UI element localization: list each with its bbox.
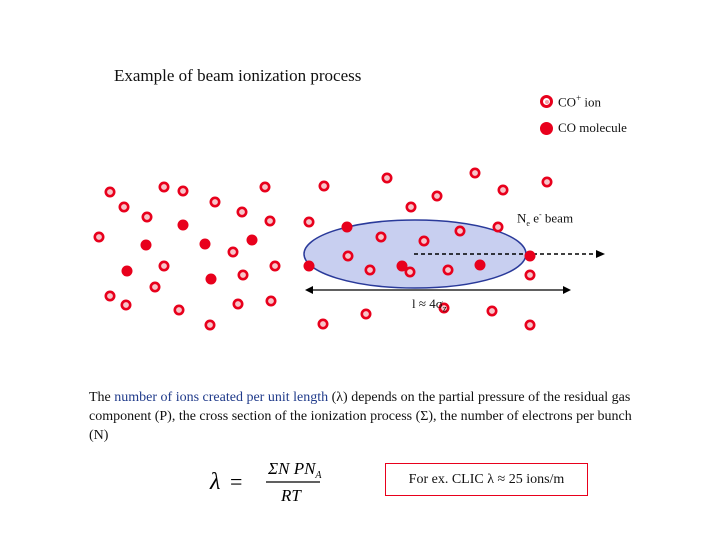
co-ion-particle — [383, 174, 391, 182]
co-molecule-particle — [141, 240, 152, 251]
co-ion-particle — [420, 237, 428, 245]
co-ion-particle — [471, 169, 479, 177]
co-ion-particle — [406, 268, 414, 276]
co-ion-particle — [526, 271, 534, 279]
co-ion-particle — [106, 292, 114, 300]
co-ion-particle — [543, 178, 551, 186]
co-ion-particle — [238, 208, 246, 216]
co-molecule-particle — [475, 260, 486, 271]
length-arrowhead-right — [563, 286, 571, 294]
co-ion-particle — [122, 301, 130, 309]
co-ion-particle — [261, 183, 269, 191]
bunch-length-label: $l \approx 4\sigma_z$ — [412, 296, 447, 314]
beam-arrowhead — [596, 250, 605, 258]
co-ion-particle — [267, 297, 275, 305]
beam-label: $N_e$ e- beam — [517, 210, 574, 228]
co-ion-particle — [320, 182, 328, 190]
co-ion-particle — [143, 213, 151, 221]
co-molecule-particle — [122, 266, 133, 277]
co-ion-particle — [271, 262, 279, 270]
co-ion-particle — [229, 248, 237, 256]
co-ion-particle — [211, 198, 219, 206]
co-ion-particle — [95, 233, 103, 241]
co-molecule-particle — [206, 274, 217, 285]
formula-numerator: ΣN $PN_A$ — [268, 459, 322, 481]
co-ion-particle — [151, 283, 159, 291]
co-ion-particle — [344, 252, 352, 260]
co-molecule-particle — [342, 222, 353, 233]
co-molecule-particle — [304, 261, 315, 272]
co-ion-particle — [456, 227, 464, 235]
co-ion-particle — [160, 262, 168, 270]
formula-lhs: λ — [210, 469, 221, 495]
co-ion-particle — [494, 223, 502, 231]
co-ion-particle — [377, 233, 385, 241]
co-molecule-particle — [178, 220, 189, 231]
co-molecule-particle — [200, 239, 211, 250]
co-ion-particle — [319, 320, 327, 328]
legend-molecule-label: CO molecule — [558, 120, 627, 135]
co-ion-particle — [206, 321, 214, 329]
legend-ion-label: CO+ ion — [558, 93, 602, 110]
co-ion-particle — [175, 306, 183, 314]
co-ion-particle — [160, 183, 168, 191]
co-ion-particle — [444, 266, 452, 274]
co-ion-particle — [526, 321, 534, 329]
co-molecule-particle — [525, 251, 536, 262]
lambda-formula — [208, 456, 328, 508]
co-ion-particle — [305, 218, 313, 226]
clic-example-text: For ex. CLIC λ ≈ 25 ions/m — [408, 471, 565, 487]
formula-denominator: RT — [281, 486, 301, 505]
co-ion-particle — [266, 217, 274, 225]
co-ion-particle — [362, 310, 370, 318]
co-ion-particle — [407, 203, 415, 211]
co-ion-particle — [179, 187, 187, 195]
length-arrowhead-left — [305, 286, 313, 294]
clic-example-box — [385, 463, 588, 496]
formula-equals: = — [230, 469, 243, 494]
co-ion-particle — [239, 271, 247, 279]
description-highlight: number of ions created per unit length — [114, 390, 329, 405]
co-ion-particle — [433, 192, 441, 200]
co-ion-particle — [106, 188, 114, 196]
co-ion-particle — [499, 186, 507, 194]
co-ion-particle — [488, 307, 496, 315]
co-ion-particle — [120, 203, 128, 211]
co-ion-particle — [366, 266, 374, 274]
co-ion-particle — [234, 300, 242, 308]
description-paragraph: The number of ions created per unit length (λ) depends on the partial pressure of the residual gas component (P), the cross section of the ionization process (Σ), the number of electrons per bunch (N) — [89, 390, 632, 443]
slide-title: Example of beam ionization process — [114, 66, 362, 85]
co-molecule-particle — [247, 235, 258, 246]
co-molecule-particle — [397, 261, 408, 272]
